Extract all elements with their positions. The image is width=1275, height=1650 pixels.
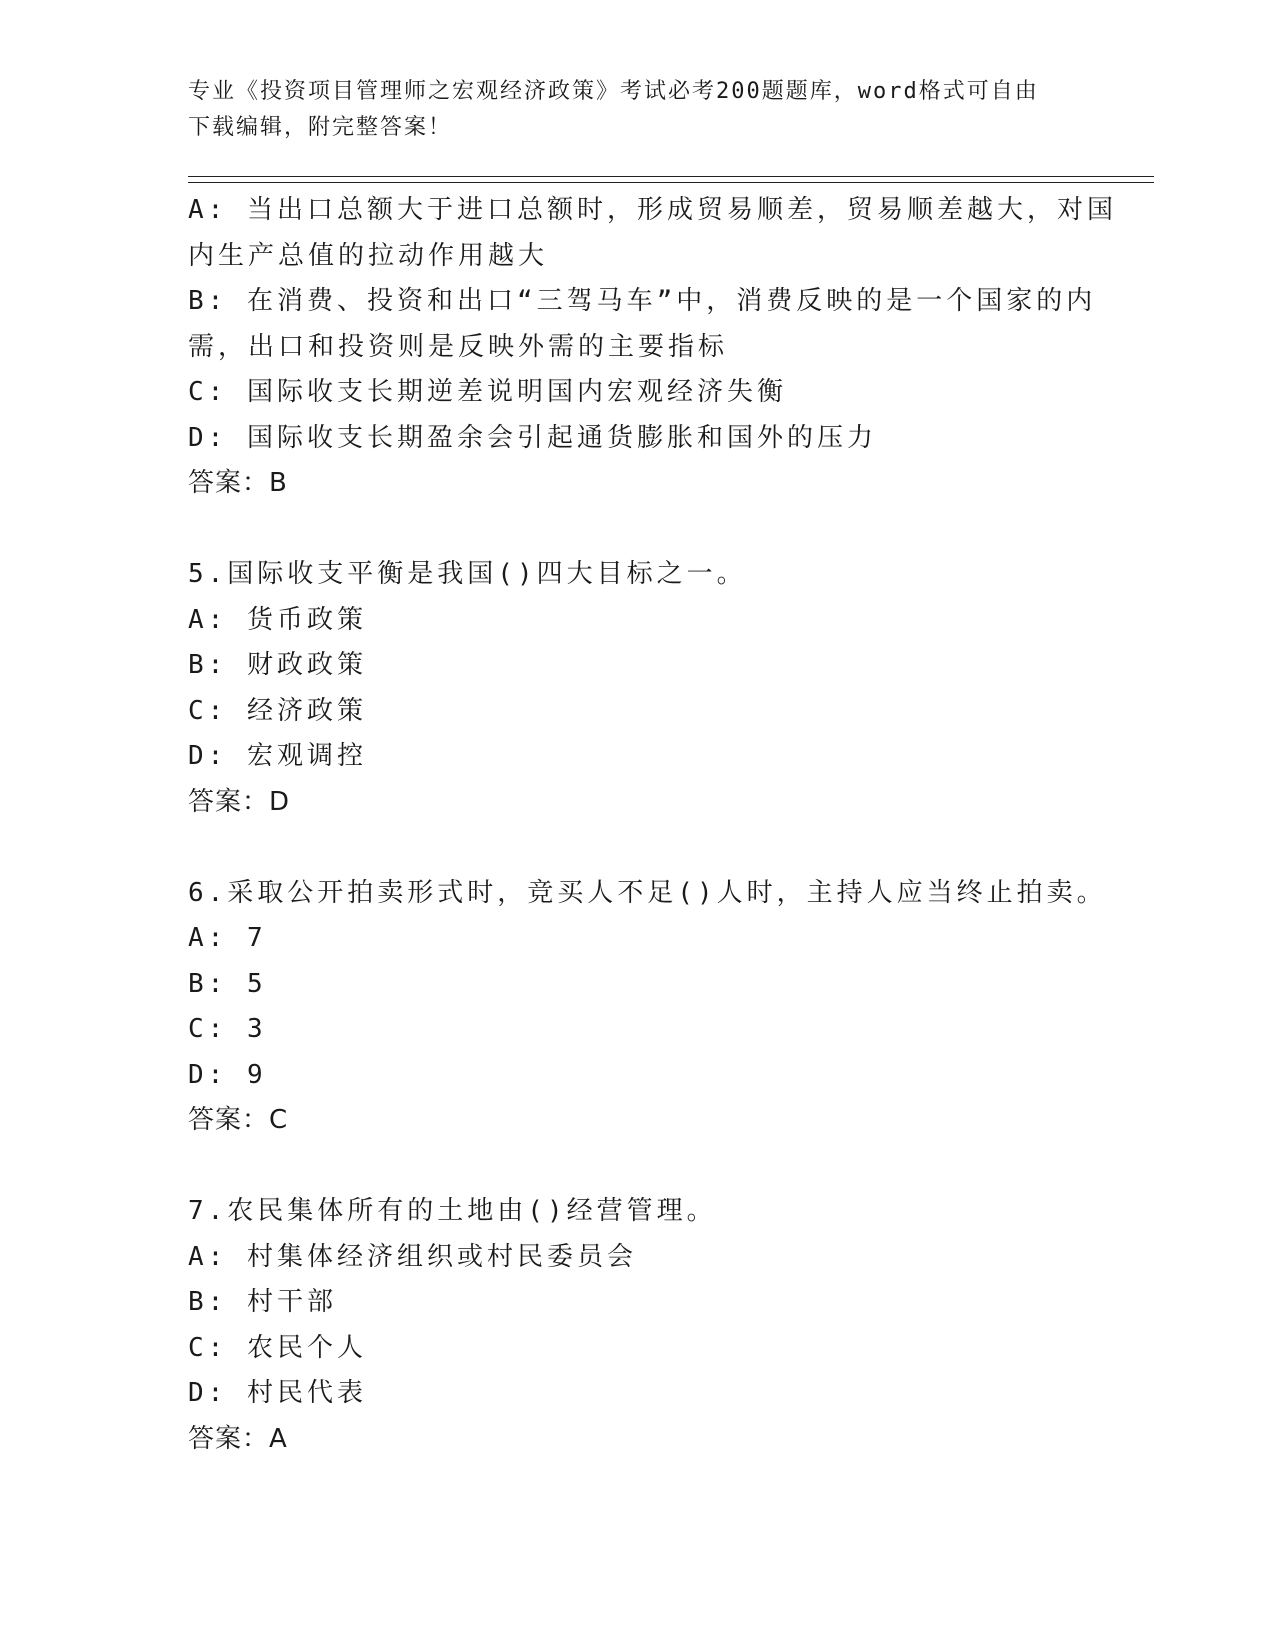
option-c: C: 农民个人 xyxy=(188,1332,367,1363)
answer: 答案：C xyxy=(188,1105,289,1135)
option-c: C: 国际收支长期逆差说明国内宏观经济失衡 xyxy=(188,377,787,407)
option-b: B: 村干部 xyxy=(188,1287,337,1317)
document-header xyxy=(188,74,1068,146)
header-divider-bottom xyxy=(188,182,1154,183)
option-d: D: 村民代表 xyxy=(188,1378,367,1408)
option-d: D: 国际收支长期盈余会引起通货膨胀和国外的压力 xyxy=(188,422,877,453)
question-text: 5.国际收支平衡是我国()四大目标之一。 xyxy=(188,559,747,589)
question-text: 7.农民集体所有的土地由()经营管理。 xyxy=(188,1196,717,1226)
spacer xyxy=(188,507,1088,553)
spacer xyxy=(188,1144,1088,1190)
question-4 xyxy=(188,188,1117,507)
header-divider-top xyxy=(188,176,1154,177)
answer: 答案：A xyxy=(188,1423,288,1454)
answer: 答案：D xyxy=(188,786,291,817)
option-a: A: 村集体经济组织或村民委员会 xyxy=(188,1241,637,1272)
question-7 xyxy=(188,1189,1088,1462)
option-b-line1: B: 在消费、投资和出口“三驾马车”中，消费反映的是一个国家的内 xyxy=(188,286,1097,316)
option-a-line1: A: 当出口总额大于进口总额时，形成贸易顺差，贸易顺差越大，对国 xyxy=(188,195,1117,225)
option-d: D: 9 xyxy=(188,1059,267,1090)
question-list xyxy=(188,188,1117,1462)
option-c: C: 3 xyxy=(188,1014,267,1044)
question-5 xyxy=(188,552,1088,825)
option-b-line2: 需，出口和投资则是反映外需的主要指标 xyxy=(188,331,729,362)
option-b: B: 财政政策 xyxy=(188,650,367,680)
answer: 答案：B xyxy=(188,468,288,498)
question-6 xyxy=(188,871,1107,1144)
spacer xyxy=(188,825,1088,871)
option-a: A: 货币政策 xyxy=(188,604,367,635)
option-a-line2: 内生产总值的拉动作用越大 xyxy=(188,240,549,271)
question-text: 6.采取公开拍卖形式时，竞买人不足()人时，主持人应当终止拍卖。 xyxy=(188,877,1107,908)
header-title-line2: 下载编辑，附完整答案！ xyxy=(188,115,453,140)
option-d: D: 宏观调控 xyxy=(188,741,367,771)
option-a: A: 7 xyxy=(188,923,267,953)
option-b: B: 5 xyxy=(188,968,267,999)
option-c: C: 经济政策 xyxy=(188,695,367,726)
header-title-line1: 专业《投资项目管理师之宏观经济政策》考试必考200题题库，word格式可自由 xyxy=(188,79,1039,104)
